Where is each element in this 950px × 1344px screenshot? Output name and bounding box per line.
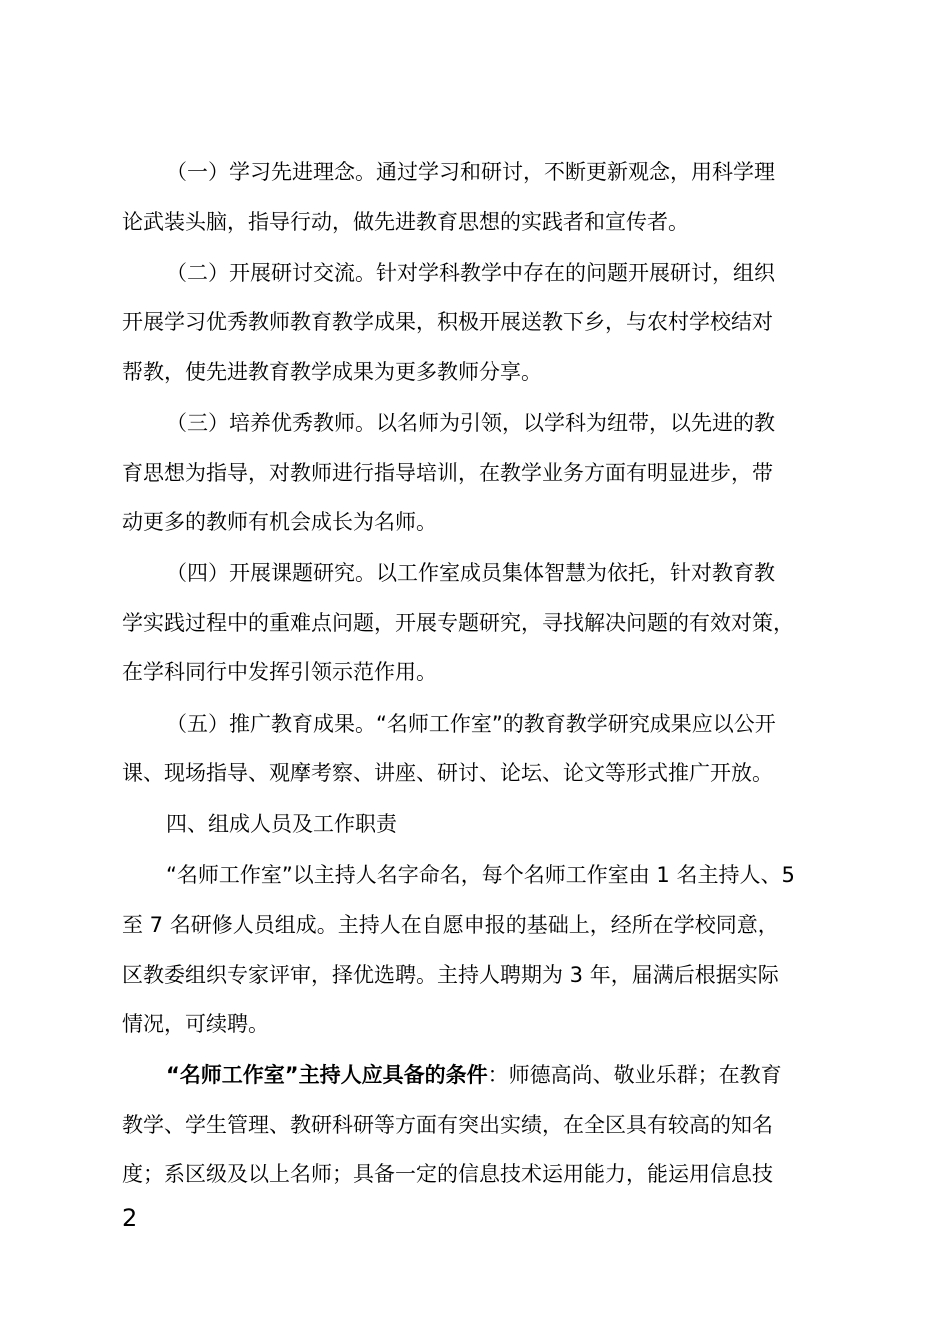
text-line: 课、现场指导、观摩考察、讲座、研讨、论坛、论文等形式推广开放。	[122, 761, 773, 786]
conditions-text: ：师德高尚、敬业乐群；在教育	[487, 1063, 782, 1088]
text-line: （四）开展课题研究。以工作室成员集体智慧为依托，针对教育教	[166, 561, 775, 586]
text-line	[122, 1051, 832, 1101]
text-line: 学实践过程中的重难点问题，开展专题研究，寻找解决问题的有效对策，	[122, 610, 794, 635]
text-line: 度；系区级及以上名师；具备一定的信息技术运用能力，能运用信息技	[122, 1162, 773, 1187]
section-heading	[122, 800, 832, 850]
text-line: 至 7 名研修人员组成。主持人在自愿申报的基础上，经所在学校同意，	[122, 912, 779, 937]
text-line: 论武装头脑，指导行动，做先进教育思想的实践者和宣传者。	[122, 209, 689, 234]
body-text	[122, 148, 832, 1200]
text-line: 情况，可续聘。	[122, 1012, 269, 1037]
section-heading-text: 四、组成人员及工作职责	[166, 812, 397, 837]
text-line: 教学、学生管理、教研科研等方面有突出实绩，在全区具有较高的知名	[122, 1112, 773, 1137]
page-number: 2	[122, 1204, 138, 1232]
paragraph-seminar-exchange	[122, 249, 832, 398]
paragraph-promote-results	[122, 700, 832, 799]
text-line: （五）推广教育成果。“名师工作室”的教育教学研究成果应以公开	[166, 711, 776, 736]
text-line: “名师工作室”以主持人名字命名，每个名师工作室由 1 名主持人、5	[166, 863, 795, 888]
paragraph-cultivate-teachers	[122, 399, 832, 548]
paragraph-host-conditions	[122, 1051, 832, 1200]
text-line: 育思想为指导，对教师进行指导培训，在教学业务方面有明显进步，带	[122, 460, 773, 485]
text-line: （三）培养优秀教师。以名师为引领，以学科为纽带，以先进的教	[166, 410, 775, 435]
paragraph-topic-research	[122, 549, 832, 698]
text-line: （二）开展研讨交流。针对学科教学中存在的问题开展研讨，组织	[166, 260, 775, 285]
conditions-heading: “名师工作室”主持人应具备的条件	[166, 1063, 488, 1088]
text-line: 在学科同行中发挥引领示范作用。	[122, 660, 437, 685]
paragraph-study-concepts	[122, 148, 832, 247]
text-line: 动更多的教师有机会成长为名师。	[122, 510, 437, 535]
text-line: 开展学习优秀教师教育教学成果，积极开展送教下乡，与农村学校结对	[122, 310, 773, 335]
paragraph-members	[122, 851, 832, 1049]
text-line: （一）学习先进理念。通过学习和研讨，不断更新观念，用科学理	[166, 160, 775, 184]
text-line: 帮教，使先进教育教学成果为更多教师分享。	[122, 359, 542, 384]
text-line: 区教委组织专家评审，择优选聘。主持人聘期为 3 年，届满后根据实际	[122, 962, 779, 987]
